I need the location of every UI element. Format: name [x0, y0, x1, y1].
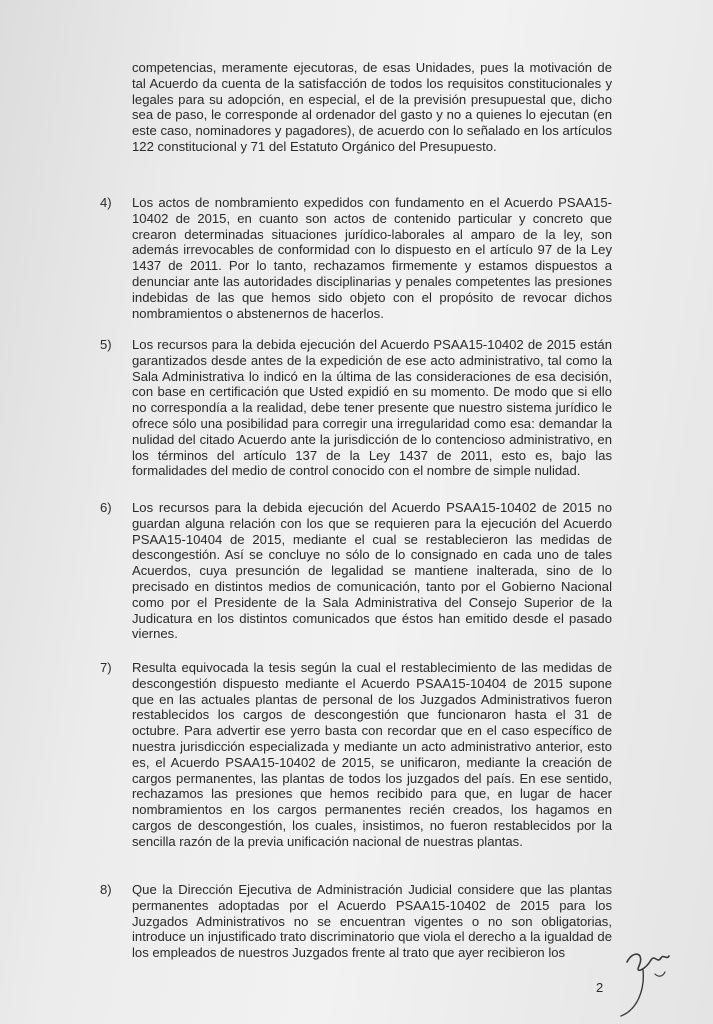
page-number: 2: [596, 980, 604, 995]
signature-mark: [615, 940, 675, 1020]
item-text: Los actos de nombramiento expedidos con fundamento en el Acuerdo PSAA15-10402 de 2015, en cuanto son actos de contenido particular y concreto que crearon determinadas situaciones jurídico-laborales al amparo de la ley, son además irrevocables de conformidad con lo dispuesto en el artículo 97 de la Ley 1437 de 2011. Por lo tanto, rechazamos firmemente y estamos dispuestos a denunciar ante las autoridades disciplinarias y penales competentes las presiones indebidas de las que hemos sido objeto con el propósito de revocar dichos nombramientos o abstenernos de hacerlos.: [132, 195, 612, 321]
intro-paragraph: competencias, meramente ejecutoras, de esas Unidades, pues la motivación de tal Acuerdo da cuenta de la satisfacción de todos los requisitos constitucionales y legales para su adopción, en especial, el de la previsión presupuestal que, dicho sea de paso, le corresponde al ordenador del gasto y no a quienes lo ejecutan (en este caso, nominadores y pagadores), de acuerdo con lo señalado en los artículos 122 constitucional y 71 del Estatuto Orgánico del Presupuesto.: [132, 60, 612, 154]
item-text: Resulta equivocada la tesis según la cual el restablecimiento de las medidas de descongestión dispuesto mediante el Acuerdo PSAA15-10404 de 2015 supone que en las actuales plantas de personal de los Juzgados Administrativos fueron restablecidos los cargos de descongestión que funcionaron hasta el 31 de octubre. Para advertir ese yerro basta con recordar que en el caso específico de nuestra jurisdicción especializada y mediante un acto administrativo anterior, esto es, el Acuerdo PSAA15-10402 de 2015, se unificaron, mediante la creación de cargos permanentes, las plantas de todos los juzgados del país. En ese sentido, rechazamos las presiones que hemos recibido para que, en lugar de hacer nombramientos en los cargos permanentes recién creados, los hagamos en cargos de descongestión, los cuales, insistimos, no fueron restablecidos por la sencilla razón de la previa unificación nacional de nuestras plantas.: [132, 660, 612, 849]
item-number: 8): [100, 882, 112, 897]
item-text: Que la Dirección Ejecutiva de Administración Judicial considere que las plantas permanentes adoptadas por el Acuerdo PSAA15-10402 de 2015 para los Juzgados Administrativos no se encuentran vigentes o no son obligatorias, introduce un injustificado trato discriminatorio que viola el derecho a la igualdad de los empleados de nuestros Juzgados frente al trato que ayer recibieron los: [132, 882, 612, 961]
item-number: 6): [100, 500, 112, 515]
item-number: 7): [100, 660, 112, 675]
item-text: Los recursos para la debida ejecución del Acuerdo PSAA15-10402 de 2015 están garantizados desde antes de la expedición de ese acto administrativo, tal como la Sala Administrativa lo indicó en la última de las consideraciones de esa decisión, con base en certificación que Usted expidió en su momento. De modo que si ello no correspondía a la realidad, debe tener presente que nuestro sistema jurídico le ofrece sólo una posibilidad para corregir una irregularidad como esa: demandar la nulidad del citado Acuerdo ante la jurisdicción de lo contencioso administrativo, en los términos del artículo 137 de la Ley 1437 de 2011, esto es, bajo las formalidades del medio de control conocido con el nombre de simple nulidad.: [132, 337, 612, 479]
item-number: 4): [100, 195, 112, 210]
item-number: 5): [100, 337, 112, 352]
item-text: Los recursos para la debida ejecución del Acuerdo PSAA15-10402 de 2015 no guardan alguna relación con los que se requieren para la ejecución del Acuerdo PSAA15-10404 de 2015, mediante el cual se restablecieron las medidas de descongestión. Así se concluye no sólo de lo consignado en cada uno de tales Acuerdos, cuya presunción de legalidad se mantiene inalterada, sino de lo precisado en distintos medios de comunicación, tanto por el Gobierno Nacional como por el Presidente de la Sala Administrativa del Consejo Superior de la Judicatura en los distintos comunicados que éstos han emitido desde el pasado viernes.: [132, 500, 612, 642]
